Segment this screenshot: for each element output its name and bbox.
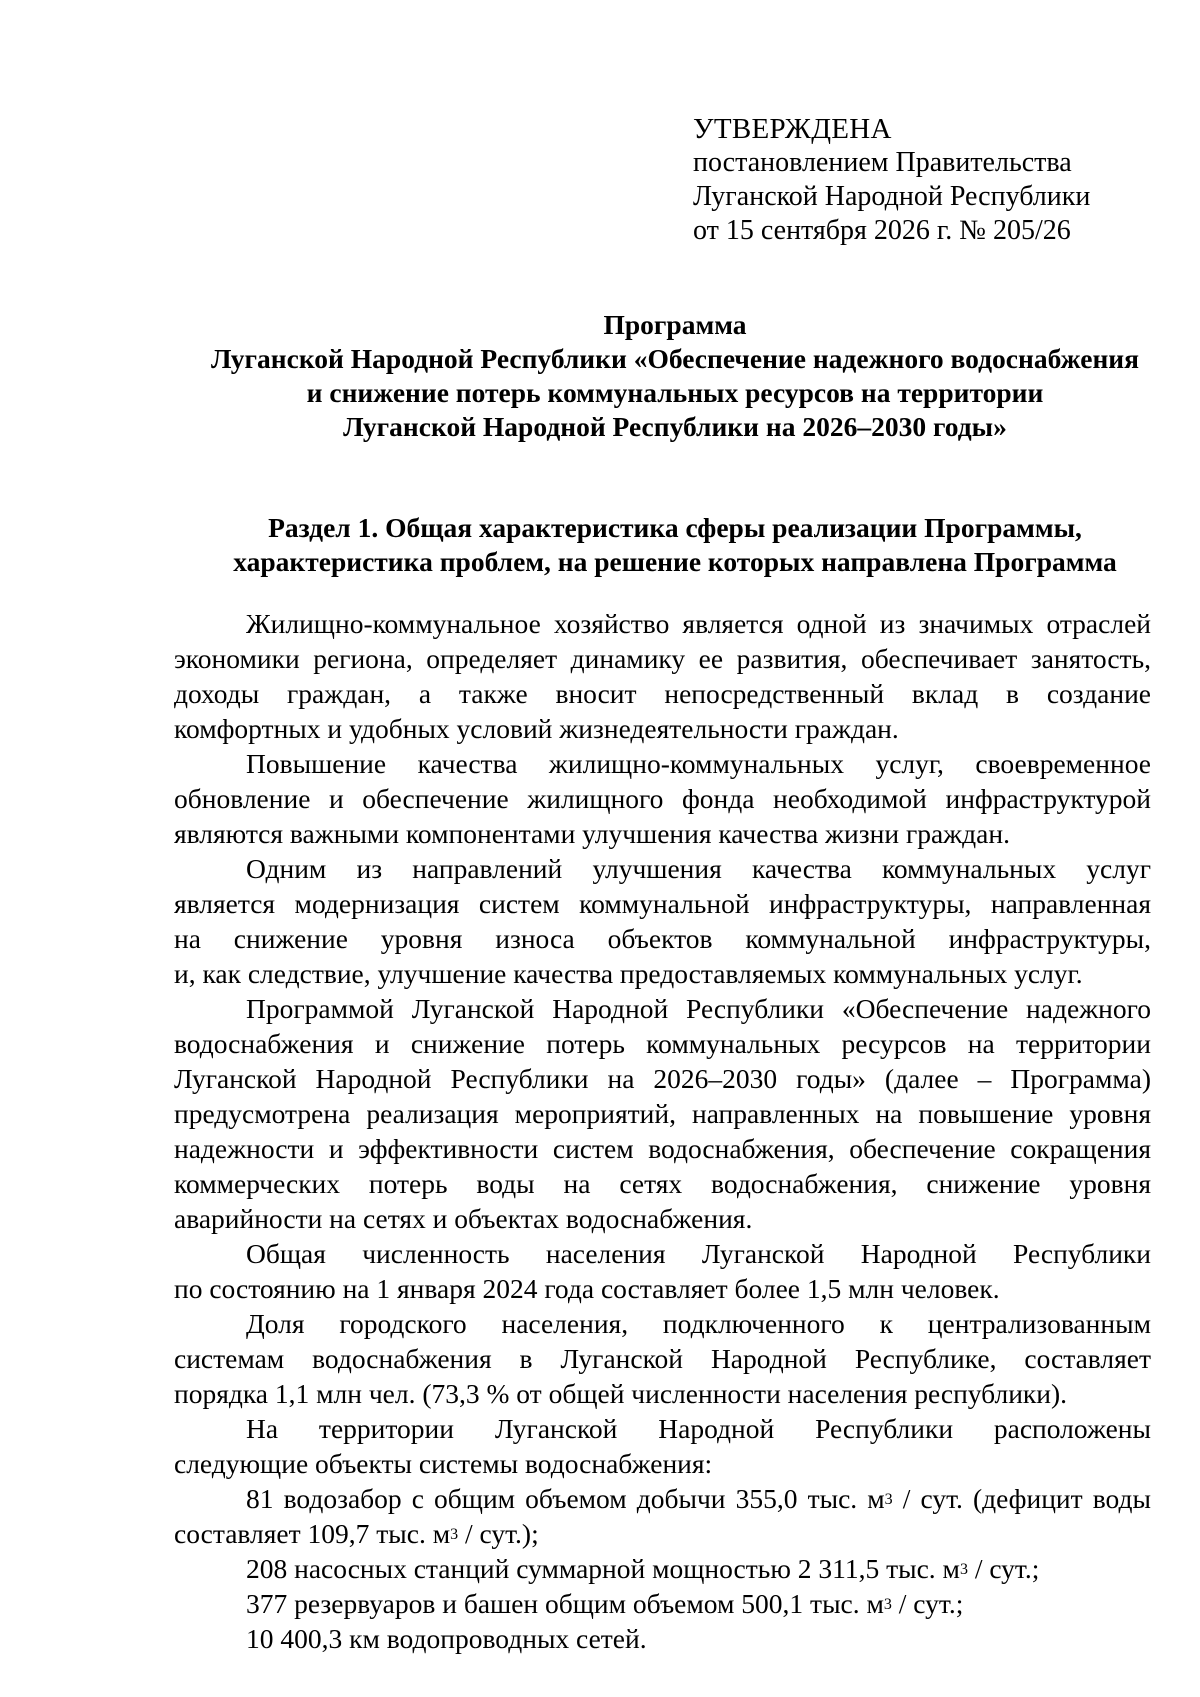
- paragraph-line: экономики региона, определяет динамику ее развития, обеспечивает занятость,: [174, 643, 1151, 674]
- list-item-line: [174, 1551, 1151, 1586]
- body-text: [174, 606, 1151, 1656]
- paragraph-line: Повышение качества жилищно-коммунальных услуг, своевременное: [246, 748, 1151, 779]
- list-item-text: / сут. (дефицит воды: [892, 1483, 1151, 1514]
- list-item-line: [174, 1516, 1151, 1551]
- title-line: Программа: [603, 309, 747, 340]
- paragraph-line: Одним из направлений улучшения качества коммунальных услуг: [246, 853, 1151, 884]
- list-item-text: 377 резервуаров и башен общим объемом 500,1 тыс. м: [246, 1588, 884, 1619]
- paragraph-line: Программой Луганской Народной Республики «Обеспечение надежного: [246, 993, 1151, 1024]
- paragraph-line: На территории Луганской Народной Республики расположены: [246, 1413, 1151, 1444]
- title-line: Луганской Народной Республики на 2026–2030 годы»: [343, 411, 1007, 442]
- superscript: 3: [959, 1561, 968, 1578]
- superscript: 3: [883, 1596, 892, 1613]
- paragraph-line: является модернизация систем коммунальной инфраструктуры, направленная: [174, 888, 1151, 919]
- paragraph-line: порядка 1,1 млн чел. (73,3 % от общей численности населения республики).: [174, 1378, 1068, 1409]
- paragraph-line: Общая численность населения Луганской Народной Республики: [246, 1238, 1151, 1269]
- paragraph-line: являются важными компонентами улучшения качества жизни граждан.: [174, 818, 1010, 849]
- paragraph-line: коммерческих потерь воды на сетях водоснабжения, снижение уровня: [174, 1168, 1151, 1199]
- approval-date: от 15 сентября 2026 г. № 205/26: [693, 215, 1071, 246]
- list-item-line: [174, 1586, 1151, 1621]
- paragraph-line: и, как следствие, улучшение качества предоставляемых коммунальных услуг.: [174, 958, 1083, 989]
- paragraph-line: Доля городского населения, подключенного к централизованным: [246, 1308, 1151, 1339]
- list-item-text: 208 насосных станций суммарной мощностью 2 311,5 тыс. м: [246, 1553, 960, 1584]
- approval-line: постановлением Правительства: [693, 147, 1072, 178]
- title-line: Луганской Народной Республики «Обеспечение надежного водоснабжения: [210, 343, 1140, 374]
- approval-line: Луганской Народной Республики: [693, 181, 1091, 212]
- list-item-text: / сут.;: [967, 1553, 1040, 1584]
- section-heading-line: характеристика проблем, на решение которых направлена Программа: [233, 546, 1117, 577]
- paragraph-line: предусмотрена реализация мероприятий, направленных на повышение уровня: [174, 1098, 1151, 1129]
- paragraph-line: аварийности на сетях и объектах водоснабжения.: [174, 1203, 753, 1234]
- list-item-text: / сут.);: [458, 1518, 539, 1549]
- paragraph-line: надежности и эффективности систем водоснабжения, обеспечение сокращения: [174, 1133, 1151, 1164]
- section-heading-line: Раздел 1. Общая характеристика сферы реализации Программы,: [268, 512, 1082, 543]
- list-item-text: составляет 109,7 тыс. м: [174, 1518, 451, 1549]
- paragraph-line: доходы граждан, а также вносит непосредственный вклад в создание: [174, 678, 1151, 709]
- list-item-text: / сут.;: [891, 1588, 964, 1619]
- approval-heading: УТВЕРЖДЕНА: [693, 113, 892, 145]
- title-line: и снижение потерь коммунальных ресурсов на территории: [306, 377, 1044, 408]
- program-title: [120, 308, 1200, 444]
- paragraph-line: по состоянию на 1 января 2024 года составляет более 1,5 млн человек.: [174, 1273, 1000, 1304]
- approval-stamp: [693, 112, 1090, 248]
- paragraph-line: следующие объекты системы водоснабжения:: [174, 1448, 713, 1479]
- superscript: 3: [884, 1491, 893, 1508]
- list-item-line: [174, 1481, 1151, 1516]
- paragraph-line: комфортных и удобных условий жизнедеятельности граждан.: [174, 713, 899, 744]
- section-heading: [120, 511, 1200, 579]
- list-item-text: 81 водозабор с общим объемом добычи 355,0 тыс. м: [246, 1483, 885, 1514]
- paragraph-line: Жилищно-коммунальное хозяйство является одной из значимых отраслей: [246, 608, 1151, 639]
- paragraph-line: обновление и обеспечение жилищного фонда необходимой инфраструктурой: [174, 783, 1151, 814]
- list-item-line: 10 400,3 км водопроводных сетей.: [246, 1623, 647, 1654]
- paragraph-line: на снижение уровня износа объектов коммунальной инфраструктуры,: [174, 923, 1151, 954]
- superscript: 3: [450, 1526, 459, 1543]
- paragraph-line: системам водоснабжения в Луганской Народной Республике, составляет: [174, 1343, 1151, 1374]
- paragraph-line: Луганской Народной Республики на 2026–2030 годы» (далее – Программа): [174, 1063, 1151, 1094]
- paragraph-line: водоснабжения и снижение потерь коммунальных ресурсов на территории: [174, 1028, 1151, 1059]
